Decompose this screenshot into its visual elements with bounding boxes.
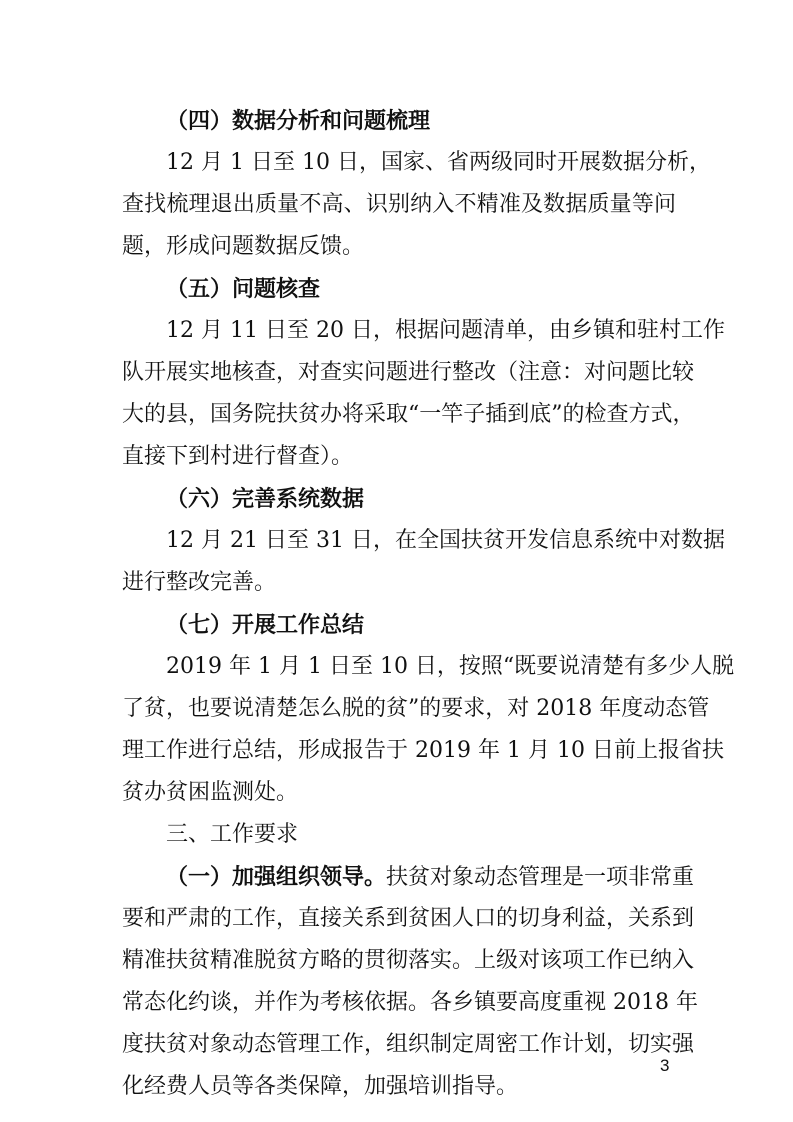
paragraph-line: 队开展实地核查，对查实问题进行整改（注意：对问题比较 — [122, 360, 695, 385]
paragraph-line: 查找梳理退出质量不高、识别纳入不精准及数据质量等问 — [122, 192, 676, 217]
paragraph-line: 12 月 21 日至 31 日，在全国扶贫开发信息系统中对数据 — [166, 528, 725, 553]
paragraph-line: 12 月 11 日至 20 日，根据问题清单，由乡镇和驻村工作 — [166, 318, 725, 343]
paragraph-line: 度扶贫对象动态管理工作，组织制定周密工作计划，切实强 — [122, 1032, 695, 1057]
paragraph-line: 大的县，国务院扶贫办将采取“一竿子插到底”的检查方式， — [122, 402, 695, 427]
paragraph-line — [122, 856, 695, 898]
paragraph-line: 题，形成问题数据反馈。 — [122, 234, 365, 259]
paragraph-line: 了贫，也要说清楚怎么脱的贫”的要求，对 2018 年度动态管 — [122, 696, 710, 721]
paragraph-line: 化经费人员等各类保障，加强培训指导。 — [122, 1074, 519, 1099]
paragraph-line: 理工作进行总结，形成报告于 2019 年 1 月 10 日前上报省扶 — [122, 738, 724, 763]
paragraph-line: 12 月 1 日至 10 日，国家、省两级同时开展数据分析， — [166, 150, 711, 175]
paragraph-line: 进行整改完善。 — [122, 570, 277, 595]
paragraph-line: 精准扶贫精准脱贫方略的贯彻落实。上级对该项工作已纳入 — [122, 948, 695, 973]
section-heading-7: （七）开展工作总结 — [166, 612, 365, 638]
paragraph-line: 直接下到村进行督查）。 — [122, 444, 354, 469]
section-heading-5: （五）问题核查 — [166, 276, 321, 302]
requirement-lead-1: （一）加强组织领导。 — [166, 864, 387, 890]
section-heading-6: （六）完善系统数据 — [166, 486, 365, 512]
page-body — [122, 100, 735, 1108]
section-heading-4: （四）数据分析和问题梳理 — [166, 108, 431, 134]
part-heading-3: 三、工作要求 — [166, 822, 299, 847]
paragraph-line: 要和严肃的工作，直接关系到贫困人口的切身利益，关系到 — [122, 906, 695, 931]
paragraph-line: 常态化约谈，并作为考核依据。各乡镇要高度重视 2018 年 — [122, 990, 698, 1015]
requirement-text: 扶贫对象动态管理是一项非常重 — [386, 865, 695, 890]
page-number: 3 — [660, 1056, 670, 1075]
paragraph-line: 2019 年 1 月 1 日至 10 日，按照“既要说清楚有多少人脱 — [166, 654, 735, 679]
paragraph-line: 贫办贫困监测处。 — [122, 780, 299, 805]
